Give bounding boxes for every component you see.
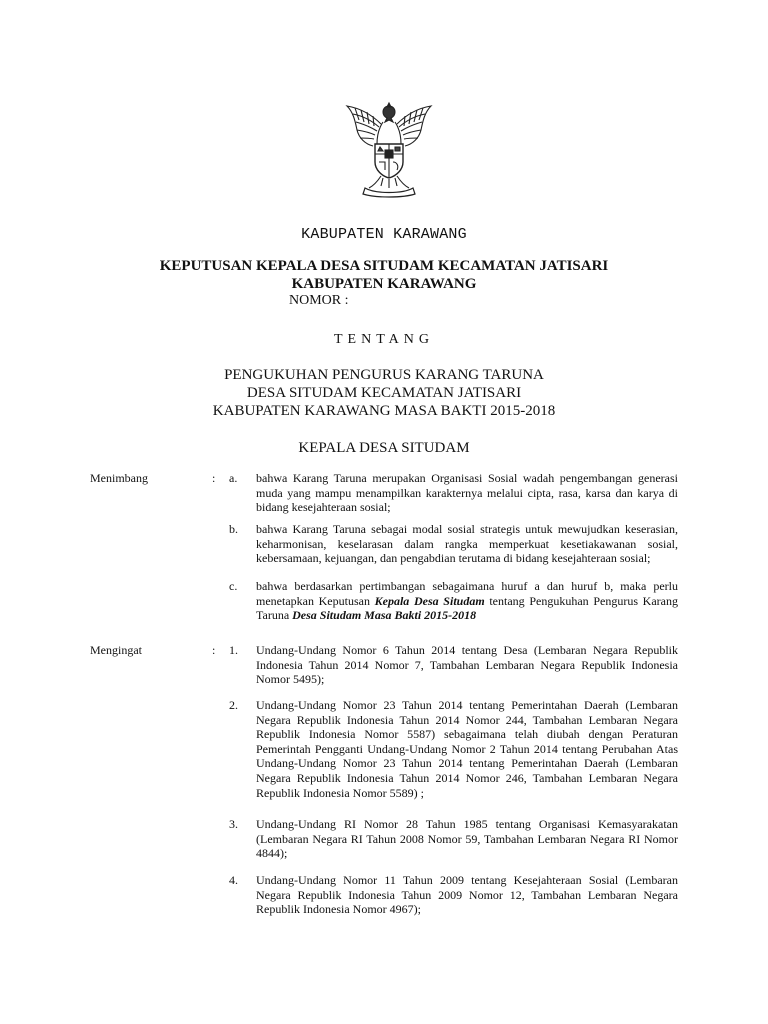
subject-line2: DESA SITUDAM KECAMATAN JATISARI (246, 385, 522, 401)
mengingat-colon: : (212, 643, 216, 657)
mengingat-item-2: Undang-Undang Nomor 23 Tahun 2014 tentang Pemerintahan Daerah (Lembaran Negara Republik Indonesia Tahun 2014 Nomor 244, Tambahan Lembaran Negara Republik Indonesia Nomor 5587) sebagaimana telah diubah dengan Peraturan Pemerintah Pengganti Undang-Undang Nomor 2 Tahun 2014 tentang Perubahan Atas Undang-Undang Nomor 23 Tahun 2014 tentang Pemerintahan Daerah (Lembaran Negara Republik Indonesia Tahun 2014 Nomor 246, Tambahan Lembaran Negara Republik Indonesia Nomor 5589) ; (256, 698, 678, 800)
issuer-heading: KEPALA DESA SITUDAM (298, 440, 470, 456)
item-c-bold-period: Desa Situdam Masa Bakti 2015-2018 (292, 608, 477, 623)
menimbang-item-b: bahwa Karang Taruna sebagai modal sosial strategis untuk mewujudkan keserasian, keharmonisan, keselarasan dalam rangka memperkuat kesetiakawanan sosial, kebersamaan, kejuangan, dan pengabdian terutama di bidang kesejahteraan sosial; (256, 522, 678, 566)
item-c-text-mid: tentang Pengukuhan Pengurus Karang Taruna (256, 593, 678, 623)
mengingat-marker-1: 1. (229, 643, 238, 657)
subject-line3: KABUPATEN KARAWANG MASA BAKTI 2015-2018 (212, 403, 556, 419)
menimbang-colon: : (212, 471, 216, 485)
item-c-bold-issuer: Kepala Desa Situdam (374, 593, 485, 608)
garuda-emblem-icon (343, 100, 435, 200)
mengingat-item-1: Undang-Undang Nomor 6 Tahun 2014 tentang Desa (Lembaran Negara Republik Indonesia Tahun 2014 Nomor 7, Tambahan Lembaran Negara Republik Indonesia Nomor 5495); (256, 643, 678, 687)
mengingat-item-4: Undang-Undang Nomor 11 Tahun 2009 tentang Kesejahteraan Sosial (Lembaran Negara Republik Indonesia Tahun 2009 Nomor 12, Tambahan Lembaran Negara Republik Indonesia Nomor 4967); (256, 873, 678, 917)
mengingat-marker-2: 2. (229, 698, 238, 712)
decree-title-line2: KABUPATEN KARAWANG (291, 276, 477, 292)
subject-line1: PENGUKUHAN PENGURUS KARANG TARUNA (224, 367, 544, 383)
menimbang-marker-a: a. (229, 471, 238, 485)
menimbang-label: Menimbang (90, 471, 148, 485)
regency-heading: KABUPATEN KARAWANG (301, 226, 467, 243)
item-c-text-pre: bahwa berdasarkan pertimbangan sebagaimana huruf a dan huruf b, maka perlu menetapkan Keputusan (256, 579, 678, 608)
mengingat-label: Mengingat (90, 643, 142, 657)
menimbang-marker-c: c. (229, 579, 238, 593)
decree-title-line1: KEPUTUSAN KEPALA DESA SITUDAM KECAMATAN JATISARI (159, 258, 609, 274)
mengingat-item-3: Undang-Undang RI Nomor 28 Tahun 1985 tentang Organisasi Kemasyarakatan (Lembaran Negara RI Tahun 2008 Nomor 59, Tambahan Lembaran Negara RI Nomor 4844); (256, 817, 678, 861)
menimbang-item-c (256, 579, 678, 623)
mengingat-marker-4: 4. (229, 873, 238, 887)
tentang-heading: TENTANG (334, 332, 434, 347)
decree-number: NOMOR : (289, 293, 349, 308)
menimbang-item-a: bahwa Karang Taruna merupakan Organisasi Sosial wadah pengembangan generasi muda yang mampu menampilkan karakternya melalui cipta, rasa, karsa dan karya di bidang kesejahteraan sosial; (256, 471, 678, 515)
menimbang-marker-b: b. (229, 522, 238, 536)
mengingat-marker-3: 3. (229, 817, 238, 831)
